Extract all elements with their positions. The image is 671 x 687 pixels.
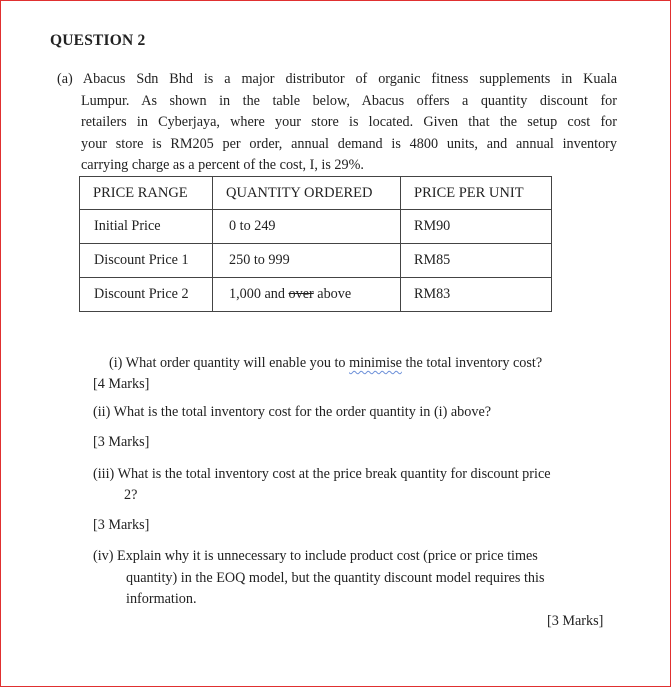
- cell-quantity: [213, 278, 401, 312]
- part-a-line-2: Lumpur. As shown in the table below, Abacus offers a quantity discount for: [81, 92, 617, 109]
- cell-price: RM85: [401, 244, 552, 278]
- question-iv-marks: [3 Marks]: [547, 613, 604, 629]
- question-i: [109, 353, 542, 374]
- cell-range: Discount Price 1: [80, 244, 213, 278]
- header-quantity-ordered: QUANTITY ORDERED: [213, 177, 401, 210]
- part-a-line-4: your store is RM205 per order, annual demand is 4800 units, and annual inventory: [81, 135, 617, 152]
- part-a-line-1: (a) Abacus Sdn Bhd is a major distributor of organic fitness supplements in Kuala: [57, 71, 617, 87]
- table-row: [80, 278, 552, 312]
- cell-price: RM83: [401, 278, 552, 312]
- header-price-per-unit: PRICE PER UNIT: [401, 177, 552, 210]
- question-iv-line-2: quantity) in the EOQ model, but the quantity discount model requires this: [126, 570, 545, 586]
- part-a-line-5: carrying charge as a percent of the cost, I, is 29%.: [81, 157, 364, 173]
- cell-range: Initial Price: [80, 210, 213, 244]
- question-iv-line-1: (iv) Explain why it is unnecessary to include product cost (price or price times: [93, 548, 538, 564]
- question-ii-marks: [3 Marks]: [93, 434, 150, 450]
- question-iii-line-1: (iii) What is the total inventory cost at the price break quantity for discount price: [93, 466, 551, 482]
- table-row: [80, 244, 552, 278]
- question-i-text-post: the total inventory cost?: [401, 355, 543, 371]
- price-table: [79, 176, 552, 312]
- question-i-spellcheck-word: minimise: [349, 355, 402, 371]
- question-iv-line-3: information.: [126, 591, 197, 607]
- table-row: [80, 210, 552, 244]
- quantity-text-strikethrough: over: [288, 286, 314, 302]
- quantity-text-post: above: [313, 286, 352, 302]
- question-iii-line-2: 2?: [124, 487, 138, 503]
- quantity-text-pre: 1,000 and: [229, 286, 289, 302]
- cell-range: Discount Price 2: [80, 278, 213, 312]
- table-header-row: [80, 177, 552, 210]
- cell-quantity: 250 to 999: [213, 244, 401, 278]
- header-price-range: PRICE RANGE: [80, 177, 213, 210]
- question-ii: (ii) What is the total inventory cost for the order quantity in (i) above?: [93, 404, 492, 420]
- part-a-paragraph: [57, 69, 617, 177]
- question-heading: QUESTION 2: [50, 32, 146, 49]
- question-i-marks: [4 Marks]: [93, 376, 150, 392]
- question-iii-marks: [3 Marks]: [93, 517, 150, 533]
- part-a-line-3: retailers in Cyberjaya, where your store is located. Given that the setup cost for: [81, 114, 617, 130]
- cell-quantity: 0 to 249: [213, 210, 401, 244]
- cell-price: RM90: [401, 210, 552, 244]
- question-i-text-pre: (i) What order quantity will enable you to: [109, 355, 350, 371]
